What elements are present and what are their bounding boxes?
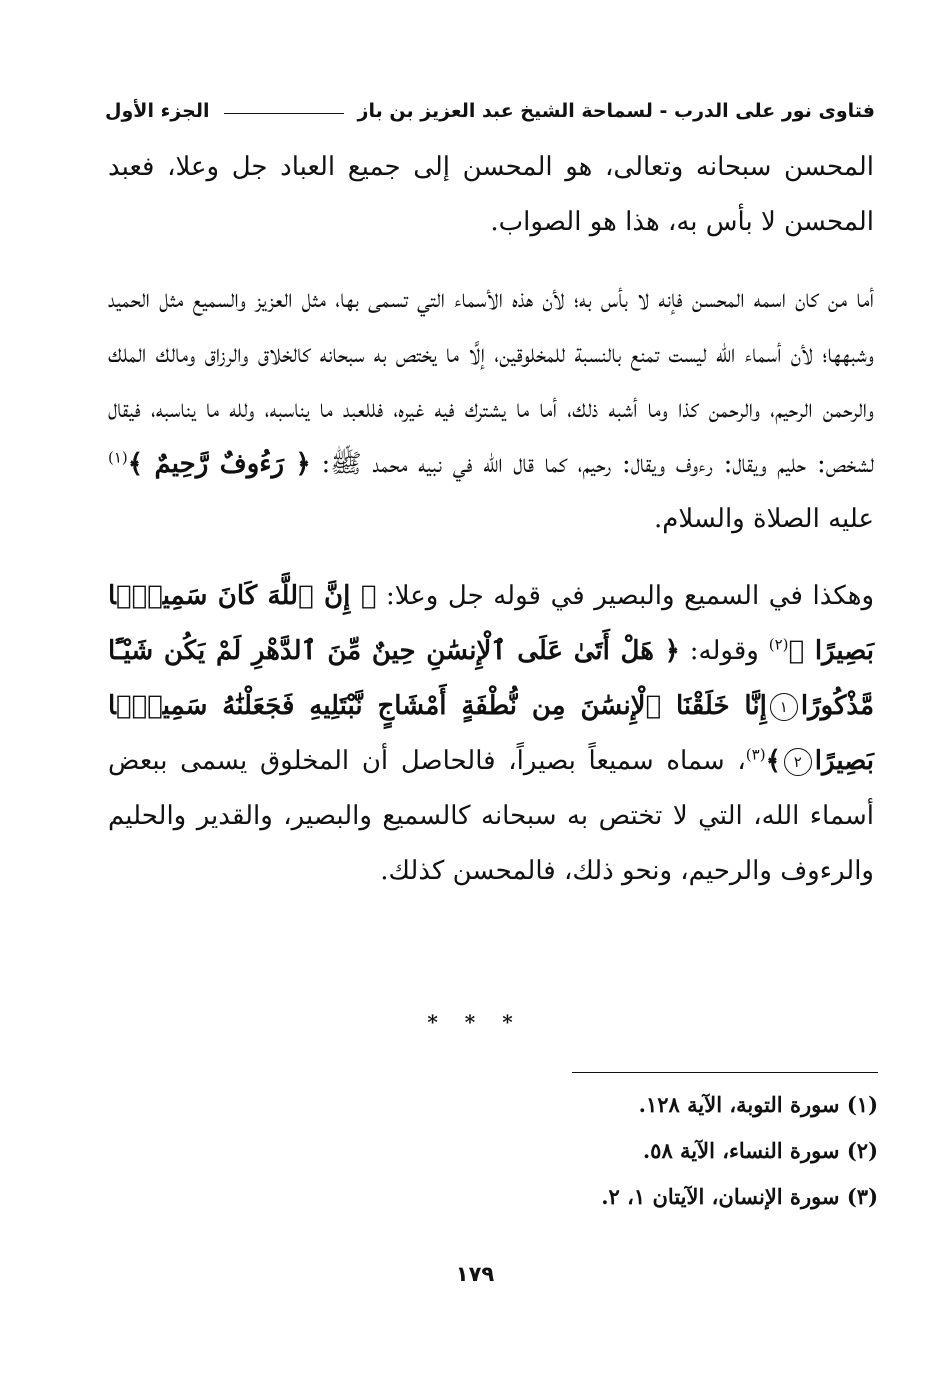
paragraph-3 <box>108 569 874 899</box>
main-text <box>108 140 874 899</box>
quran-verse-3c: ﴾ <box>765 746 781 776</box>
ayah-number-1-icon: ١ <box>770 693 798 721</box>
paragraph-3-tail: ، سماه سميعاً بصيراً، فالحاصل أن المخلوق يسمى ببعض أسماء الله، التي لا تختص به سبحانه كالسميع والبصير، والقدير والحليم والرءوف والرحيم، ونحو ذلك، فالمحسن كذلك. <box>108 746 874 886</box>
paragraph-2 <box>108 272 874 547</box>
footnote-rule <box>572 1072 878 1073</box>
running-header <box>105 86 875 122</box>
volume-label: الجزء الأول <box>105 100 210 122</box>
footnote-ref-3: (٣) <box>745 745 766 764</box>
ayah-number-2-icon: ٢ <box>784 748 812 776</box>
footnote-1: (١) سورة التوبة، الآية ١٢٨. <box>638 1092 878 1117</box>
book-title: فتاوى نور على الدرب - لسماحة الشيخ عبد العزيز بن باز <box>357 100 875 122</box>
header-rule <box>224 113 344 114</box>
paragraph-3-mid: وقوله: <box>689 636 759 666</box>
quran-verse-2: ﴿ إِنَّ ٱللَّهَ كَانَ سَمِيعًۢا بَصِيرًا ﴾ <box>108 581 875 666</box>
page-number: ١٧٩ <box>455 1262 495 1286</box>
footnotes <box>378 1082 878 1220</box>
paragraph-2-text: أما من كان اسمه المحسن فإنه لا بأس به؛ لأن هذه الأسماء التي تسمى بها، مثل العزيز والسميع مثل الحميد وشبهها؛ لأن أسماء الله ليست تمنع بالنسبة للمخلوقين، إلَّا ما يختص به سبحانه كالخلاق والرزاق ومالك الملك والرحمن الرحيم، والرحمن كذا وما أشبه ذلك، أما ما يشترك فيه غيره، فللعبد ما يناسبه، ولله ما يناسبه، فيقال لشخص: حليم ويقال: رءوف ويقال: رحيم، كما قال الله في نبيه محمد ﷺ: <box>108 284 875 479</box>
footnote-ref-1: (١) <box>108 448 128 467</box>
footnote-ref-2: (٢) <box>768 635 789 654</box>
footnote-3: (٣) سورة الإنسان، الآيتان ١، ٢. <box>601 1184 878 1209</box>
paragraph-3-intro: وهكذا في السميع والبصير في قوله جل وعلا: <box>385 581 875 611</box>
section-separator: * * * <box>427 1010 523 1034</box>
quran-verse-3a: ﴿ هَلْ أَتَىٰ عَلَى ٱلْإِنسَٰنِ حِينٌ مِّنَ ٱلدَّهْرِ لَمْ يَكُن شَيْـًٔا مَّذْكُورًا <box>108 636 874 721</box>
quran-verse-3b: إِنَّا خَلَقْنَا ٱلْإِنسَٰنَ مِن نُّطْفَةٍ أَمْشَاجٍ نَّبْتَلِيهِ فَجَعَلْنَٰهُ سَمِيعًۢا بَصِيرًا <box>108 691 874 776</box>
paragraph-1: المحسن سبحانه وتعالى، هو المحسن إلى جميع العباد جل وعلا، فعبد المحسن لا بأس به، هذا هو الصواب. <box>108 152 874 237</box>
paragraph-2-tail: عليه الصلاة والسلام. <box>653 504 874 534</box>
footnote-2: (٢) سورة النساء، الآية ٥٨. <box>642 1138 878 1163</box>
quran-verse-1: ﴿ رَءُوفٌ رَّحِيمٌ ﴾ <box>127 449 311 479</box>
